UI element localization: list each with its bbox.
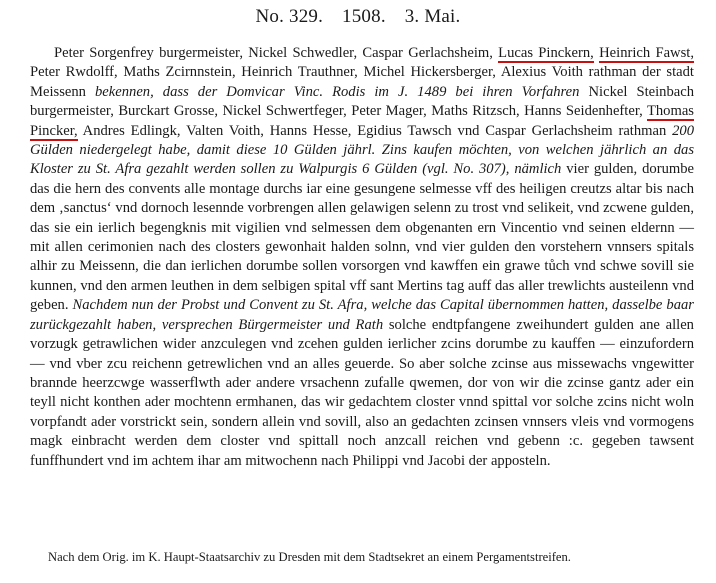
- document-heading: [0, 6, 716, 28]
- underlined-name-heinrich-fawst: Heinrich Fawst,: [599, 45, 694, 61]
- text-segment: Nickel Steinbach burgermeister, Burckart Grosse, Nickel Schwertfeger, Peter Mager, Maths Ritzsch, Hanns Seidenhefter,: [30, 83, 695, 120]
- source-note: Nach dem Orig. im K. Haupt-Staatsarchiv zu Dresden mit dem Stadtsekret an einem Pergamentstreifen.: [48, 550, 571, 564]
- document-year: 1508.: [342, 6, 386, 27]
- document-number: No. 329.: [255, 6, 324, 27]
- document-body: [30, 44, 694, 471]
- underlined-name-thomas-pincker: Thomas Pincker,: [30, 103, 694, 139]
- text-segment: vier gulden, dorumbe das die hern des convents alle montage durchs iar eine gesungene selmesse vff des heiligen creutzs altar bis nach dem ‚sanctus‘ vnd dornoch lesennde vorbrengen allen gelawigen selenn zu trost vnd selikeit, vnd zcwene gulden, das sie ein ierlich begengknis mit vigilien vnd selmessen dem obgenanten ern Vincentio vnd seinen eldernn — mit allen cerimonien nach des closters gewonhait halden solnn, vnd vier gulden den vorstehern vnnsers spitals alhir zu Meissenn, die dan ierlichen dorumbe sollen vorsorgen vnd kawffen ein grawe tůch vnd schwe sovill sie kunnen, vnd den armen leuthen in dem selbigen spital vff sant Mertins tag auff das aller trewlichts austeilenn vnd geben.: [30, 161, 694, 314]
- underlined-name-lucas-pinckern: Lucas Pinckern,: [498, 45, 594, 61]
- italic-summary: Nachdem nun der Probst und Convent zu St. Afra, welche das Capital übernommen hatten, dasselbe baar zurückgezahlt haben, versprechen Bürgermeister und Rath: [30, 297, 694, 333]
- text-segment: solche endtpfangene zweihundert gulden ane allen vorzugk getrawlichen wider anzculegen vnd zcehen gulden ierlicher zcins dorumbe zu kauffen — einzufordern — vnd vber zcu reichenn getrewlichen vnd an alles geuerde. So aber solche zcinse aus missewachs vngewitter brannde heerzcwge wasserflwth ader andere vrsachenn zufalle qwemen, dor von wir die zcinse gantz ader ein teyll nicht konthen ader mochtenn ermhanen, das wir gedachtem closter vnnd spittal vor solche zcins nicht woln vorpfandt ader vorstrickt sein, sondern allein vnd sovill, also an gedachten zcinsen vnnsers vleis vnd vormogens magk einbracht werden dem closter vnd spittall noch anzcall reichen vnd gebenn :c. gegeben tawsent funffhundert vnd im achtem ihar am mitwochenn nach Philippi vnd Jacobi der apposteln.: [30, 316, 694, 469]
- italic-summary: 200 Gülden niedergelegt habe, damit diese 10 Gülden jährl. Zins kaufen möchten, von welchen jährlich an das Kloster zu St. Afra gezahlt werden sollen zu Walpurgis 6 Gülden (vgl. No. 307), nämlich: [30, 122, 694, 178]
- document-date: 3. Mai.: [404, 6, 461, 27]
- text-segment: Andres Edlingk, Valten Voith, Hanns Hesse, Egidius Tawsch vnd Caspar Gerlachsheim rathman: [77, 122, 673, 139]
- text-segment: Peter Rwdolff, Maths Zcirnnstein, Heinrich Trauthner, Michel Hickersberger, Alexius Voith rathman der stadt Meissenn: [30, 64, 694, 100]
- italic-summary: bekennen, dass der Domvicar Vinc. Rodis im J. 1489 bei ihren Vorfahren: [95, 83, 580, 100]
- text-segment: Peter Sorgenfrey burgermeister, Nickel Schwedler, Caspar Gerlachsheim,: [54, 45, 499, 61]
